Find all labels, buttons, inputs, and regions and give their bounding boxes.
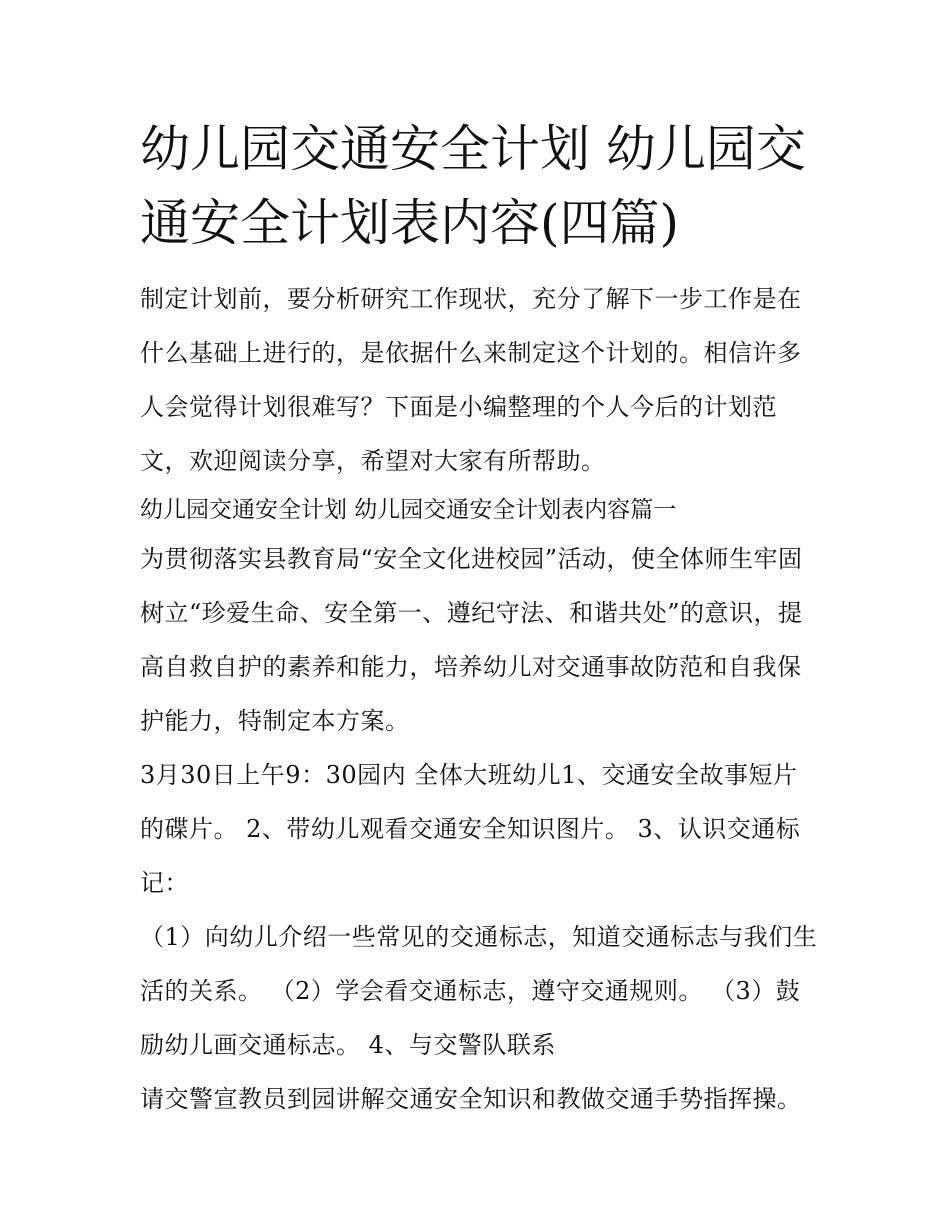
- document-title: 幼儿园交通安全计划 幼儿园交通安全计划表内容(四篇): [140, 120, 806, 252]
- body-paragraph-4: 请交警宣教员到园讲解交通安全知识和教做交通手势指挥操。: [140, 1085, 802, 1113]
- section-heading: 幼儿园交通安全计划 幼儿园交通安全计划表内容篇一: [140, 497, 677, 523]
- intro-paragraph: 制定计划前，要分析研究工作现状，充分了解下一步工作是在什么基础上进行的，是依据什么来制定这个计划的。相信许多人会觉得计划很难写？下面是小编整理的个人今后的计划范文，欢迎阅读分享，希望对大家有所帮助。: [140, 285, 802, 475]
- body-paragraph-2: 3月30日上午9：30园内 全体大班幼儿1、交通安全故事短片的碟片。 2、带幼儿观看交通安全知识图片。 3、认识交通标记：: [140, 761, 801, 897]
- document-body: [140, 112, 820, 1126]
- body-paragraph-3: （1）向幼儿介绍一些常见的交通标志，知道交通标志与我们生活的关系。 （2）学会看交通标志，遵守交通规则。 （3）鼓励幼儿画交通标志。 4、与交警队联系: [140, 923, 818, 1059]
- body-paragraph-1: 为贯彻落实县教育局“安全文化进校园”活动，使全体师生牢固树立“珍爱生命、安全第一、遵纪守法、和谐共处”的意识，提高自救自护的素养和能力，培养幼儿对交通事故防范和自我保护能力，特制定本方案。: [140, 545, 803, 735]
